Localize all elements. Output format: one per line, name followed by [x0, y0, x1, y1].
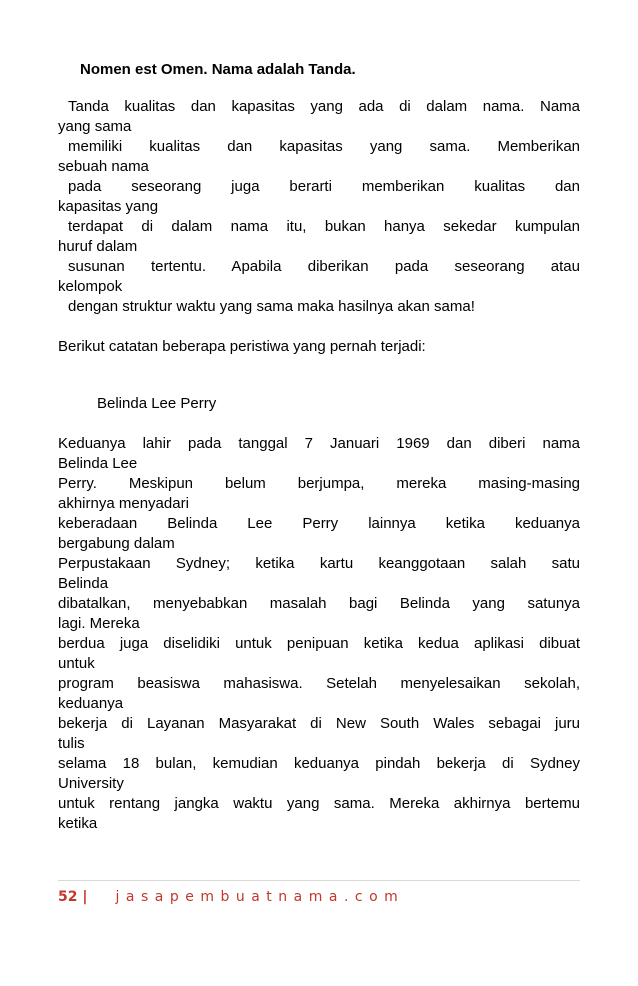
footer-website: jasapembuatnama.com: [115, 889, 405, 905]
text-line-wrap: sebuah nama: [58, 158, 149, 175]
text-line-wrap: ketika: [58, 815, 98, 832]
text-line: program beasiswa mahasiswa. Setelah menyelesaikan sekolah,: [58, 675, 580, 692]
text-line-wrap: kelompok: [58, 278, 123, 295]
text-line: memiliki kualitas dan kapasitas yang sama. Memberikan: [68, 138, 580, 155]
text-line: selama 18 bulan, kemudian keduanya pindah bekerja di Sydney: [58, 755, 580, 772]
document-page: [58, 52, 580, 834]
text-line-wrap: Belinda: [58, 575, 109, 592]
text-line: terdapat di dalam nama itu, bukan hanya sekedar kumpulan: [68, 218, 580, 235]
text-line-wrap: keduanya: [58, 695, 124, 712]
page-footer: [58, 880, 580, 907]
text-line-wrap: lagi. Mereka: [58, 615, 140, 632]
text-line: Perry. Meskipun belum berjumpa, mereka masing-masing: [58, 475, 580, 492]
text-line-wrap: yang sama: [58, 118, 132, 135]
text-line-wrap: tulis: [58, 735, 85, 752]
text-line-last: dengan struktur waktu yang sama maka hasilnya akan sama!: [68, 298, 475, 315]
intro-paragraph: [58, 97, 580, 317]
text-line: keberadaan Belinda Lee Perry lainnya ketika keduanya: [58, 515, 580, 532]
text-line-wrap: huruf dalam: [58, 238, 138, 255]
page-number: 52 |: [58, 889, 88, 905]
text-line-wrap: Belinda Lee: [58, 455, 138, 472]
text-line: susunan tertentu. Apabila diberikan pada seseorang atau: [68, 258, 580, 275]
text-line: berdua juga diselidiki untuk penipuan ketika kedua aplikasi dibuat: [58, 635, 580, 652]
text-line: Tanda kualitas dan kapasitas yang ada di dalam nama. Nama: [68, 98, 580, 115]
text-line: bekerja di Layanan Masyarakat di New South Wales sebagai juru: [58, 715, 580, 732]
text-line-wrap: bergabung dalam: [58, 535, 175, 552]
text-line: untuk rentang jangka waktu yang sama. Mereka akhirnya bertemu: [58, 795, 580, 812]
lead-sentence: Berikut catatan beberapa peristiwa yang pernah terjadi:: [58, 338, 426, 355]
text-line-wrap: akhirnya menyadari: [58, 495, 189, 512]
text-line-wrap: kapasitas yang: [58, 198, 159, 215]
text-line: Perpustakaan Sydney; ketika kartu keanggotaan salah satu: [58, 555, 580, 572]
heading: Nomen est Omen. Nama adalah Tanda.: [80, 61, 356, 78]
text-line: Keduanya lahir pada tanggal 7 Januari 1969 dan diberi nama: [58, 435, 580, 452]
subheading-name: Belinda Lee Perry: [97, 395, 217, 412]
text-line: dibatalkan, menyebabkan masalah bagi Belinda yang satunya: [58, 595, 580, 612]
text-line-wrap: untuk: [58, 655, 95, 672]
text-line-wrap: University: [58, 775, 124, 792]
story-paragraph: [58, 434, 580, 834]
text-line: pada seseorang juga berarti memberikan kualitas dan: [68, 178, 580, 195]
